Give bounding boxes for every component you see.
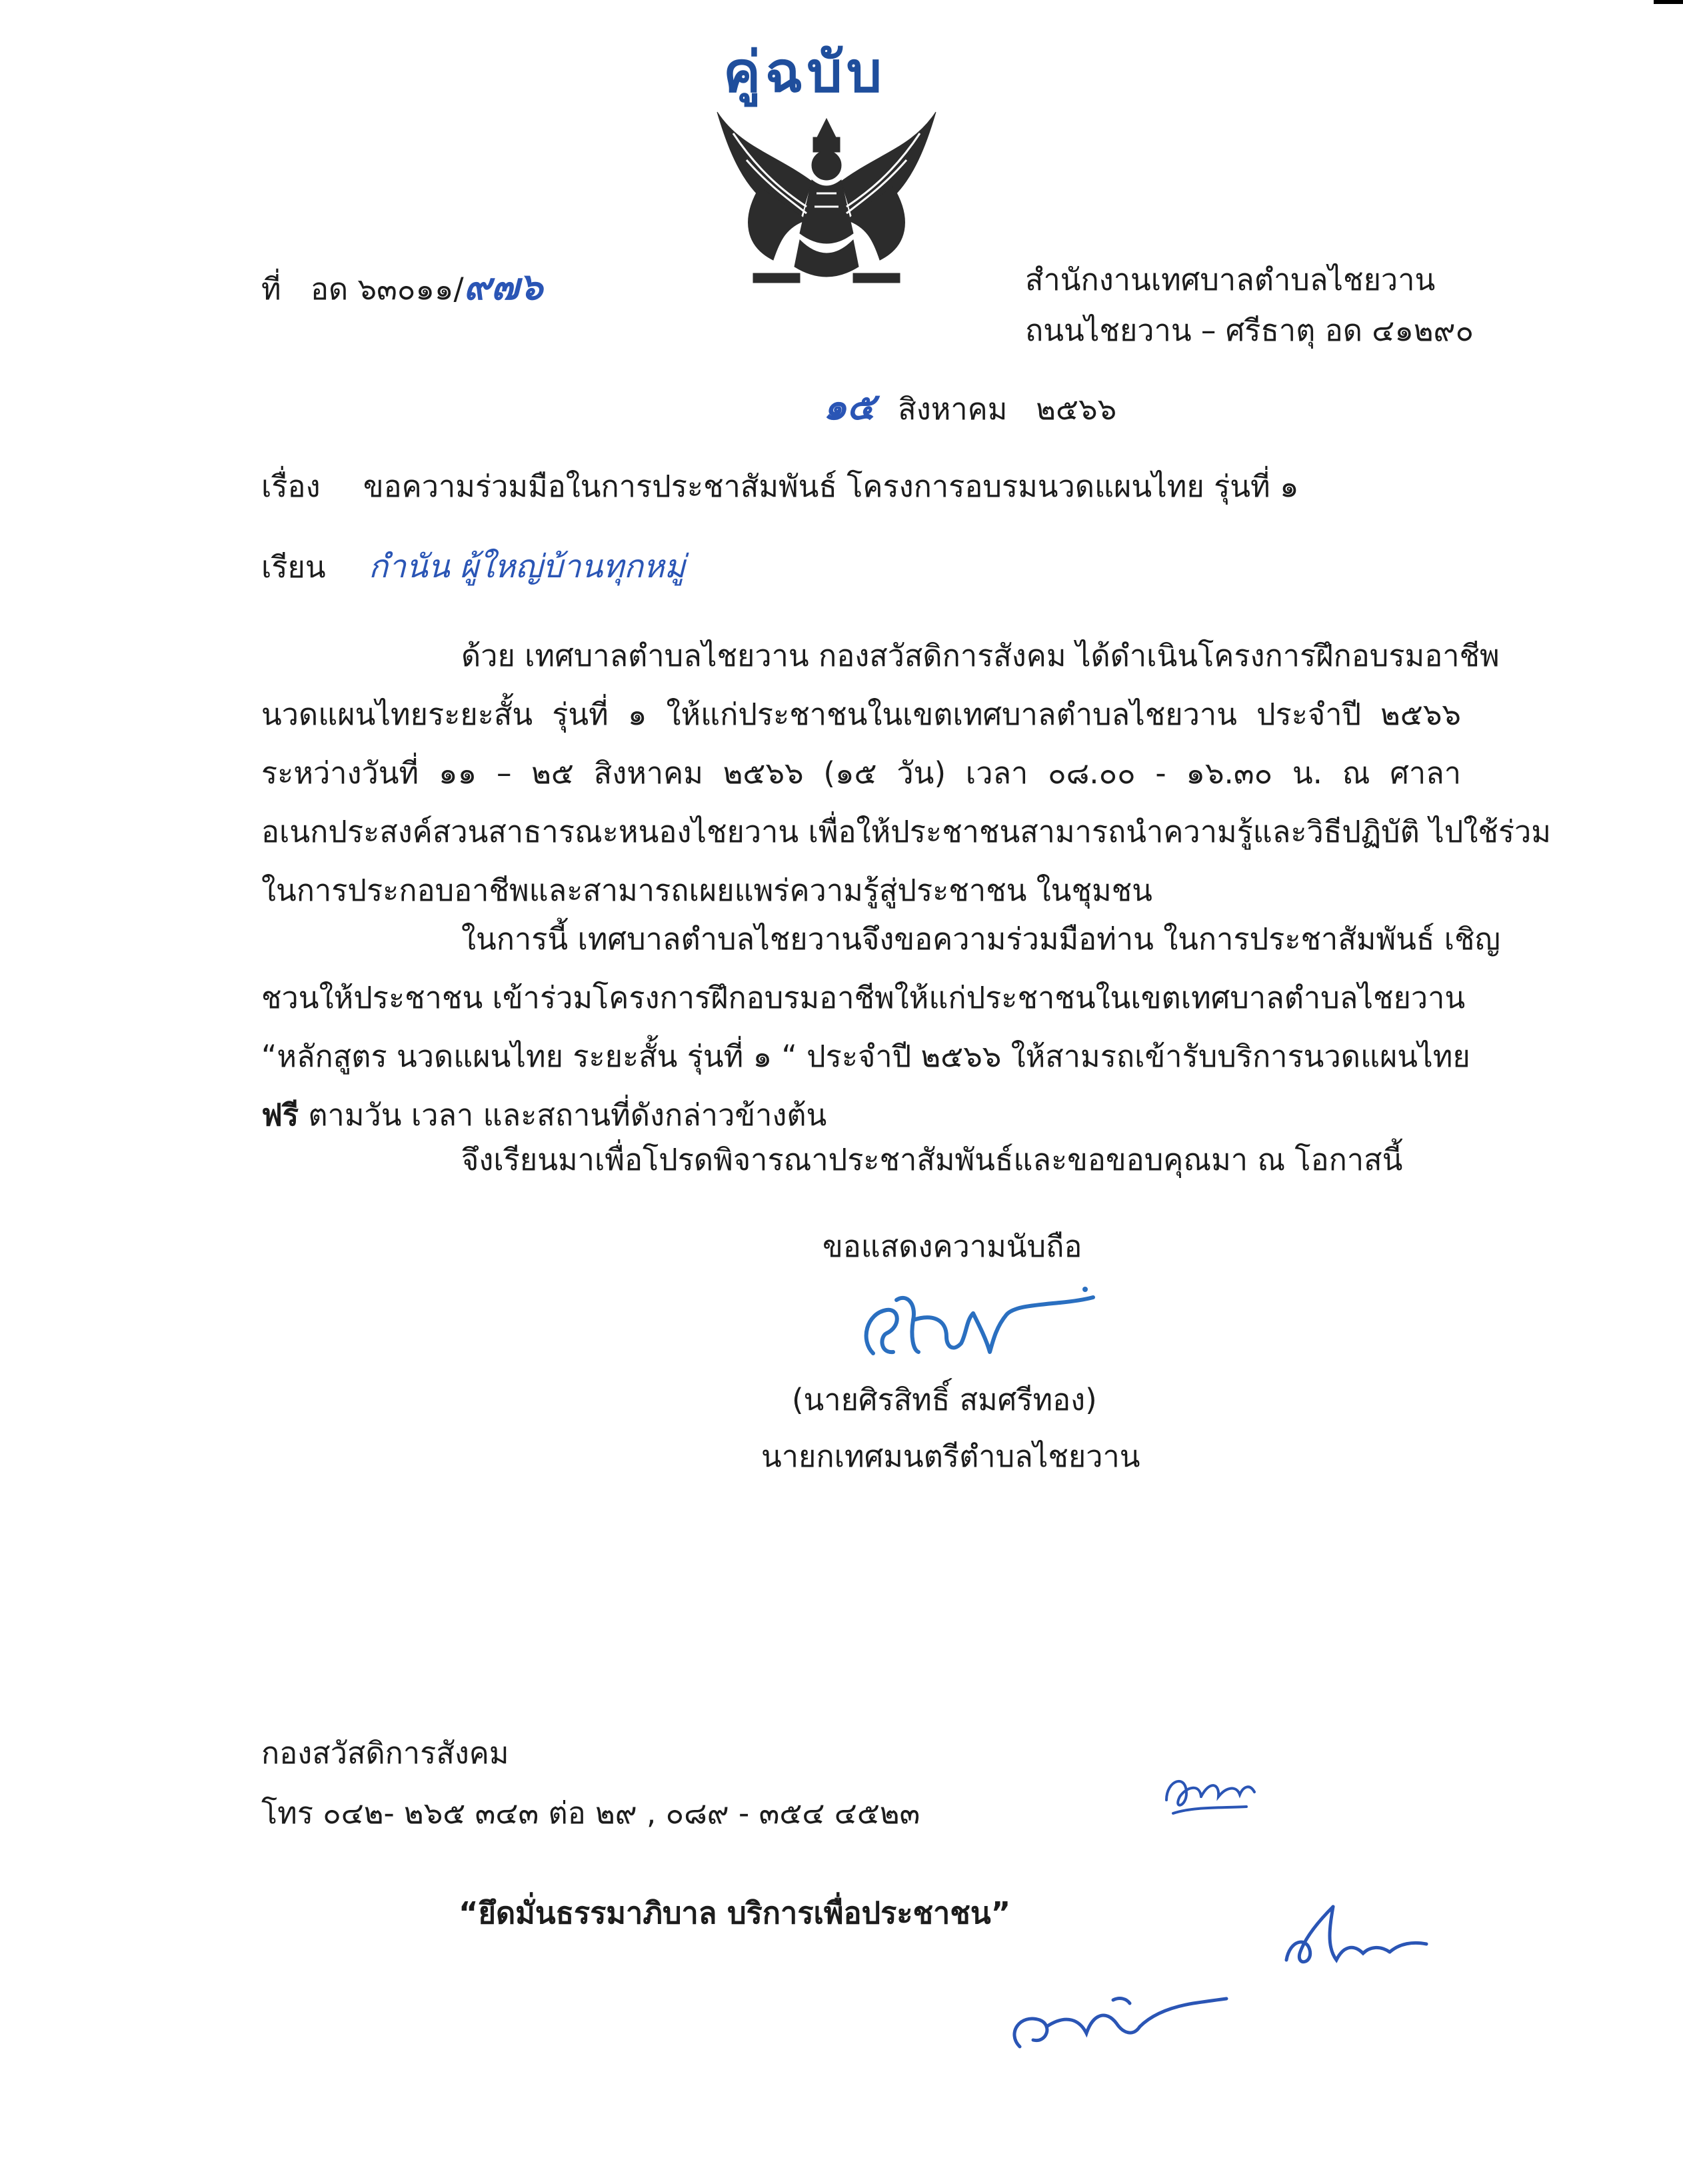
paragraph-line: ด้วย เทศบาลตำบลไชยวาน กองสวัสดิการสังคม ได้ดำเนินโครงการฝึกอบรมอาชีพ [461, 638, 1500, 673]
subject-text: ขอความร่วมมือในการประชาสัมพันธ์ โครงการอบรมนวดแผนไทย รุ่นที่ ๑ [363, 469, 1299, 504]
initials-signature [1160, 1760, 1260, 1820]
reference-label: ที่ [261, 271, 281, 307]
recipient-label: เรียน [261, 549, 326, 585]
paragraph-line-rest: ตามวัน เวลา และสถานที่ดังกล่าวข้างต้น [299, 1097, 827, 1133]
footer-phone: โทร ๐๔๒- ๒๖๕ ๓๔๓ ต่อ ๒๙ , ๐๘๙ - ๓๕๔ ๔๕๒๓ [261, 1795, 920, 1831]
signatory-name: (นายศิรสิทธิ์ สมศรีทอง) [792, 1382, 1097, 1417]
date-day-handwritten: ๑๕ [823, 385, 875, 429]
footer-department: กองสวัสดิการสังคม [261, 1735, 509, 1771]
paragraph-line: อเนกประสงค์สวนสาธารณะหนองไชยวาน เพื่อให้ประชาชนสามารถนำความรู้และวิธีปฏิบัติ ไปใช้ร่วม [261, 814, 1551, 849]
paragraph-line: ในการนี้ เทศบาลตำบลไชยวานจึงขอความร่วมมือท่าน ในการประชาสัมพันธ์ เชิญ [461, 921, 1500, 957]
reference-number-handwritten: ๙๗๖ [463, 265, 543, 309]
signature-bottom-left [1006, 1973, 1233, 2060]
signature-bottom-right [1280, 1900, 1433, 1987]
copy-stamp: คู่ฉบับ [723, 39, 886, 105]
body-paragraph-2 [261, 910, 1500, 1145]
subject-line [261, 467, 1299, 507]
date-month-year: สิงหาคม ๒๕๖๖ [898, 391, 1117, 427]
paragraph-line: นวดแผนไทยระยะสั้น รุ่นที่ ๑ ให้แก่ประชาชนในเขตเทศบาลตำบลไชยวาน ประจำปี ๒๕๖๖ [261, 697, 1461, 732]
scan-edge-mark [1654, 0, 1683, 4]
footer-motto: “ยึดมั่นธรรมาภิบาล บริการเพื่อประชาชน” [459, 1895, 1011, 1931]
paragraph-line: ในการประกอบอาชีพและสามารถเผยแพร่ความรู้สู่ประชาชน ในชุมชน [261, 873, 1152, 908]
free-emphasis: ฟรี [261, 1097, 299, 1133]
paragraph-line: ชวนให้ประชาชน เข้าร่วมโครงการฝึกอบรมอาชีพให้แก่ประชาชนในเขตเทศบาลตำบลไชยวาน [261, 980, 1466, 1015]
paragraph-line-last [261, 1086, 1461, 1145]
date-line [823, 387, 1116, 429]
closing-request: จึงเรียนมาเพื่อโปรดพิจารณาประชาสัมพันธ์และขอขอบคุณมา ณ โอกาสนี้ [461, 1142, 1403, 1177]
signatory-position: นายกเทศมนตรีตำบลไชยวาน [761, 1439, 1140, 1474]
reference-line [261, 267, 543, 309]
sender-address: ถนนไชยวาน – ศรีธาตุ อด ๔๑๒๙๐ [1025, 313, 1474, 348]
paragraph-line: “หลักสูตร นวดแผนไทย ระยะสั้น รุ่นที่ ๑ “ ประจำปี ๒๕๖๖ ให้สามรถเข้ารับบริการนวดแผนไทย [261, 1039, 1470, 1074]
subject-label: เรื่อง [261, 469, 321, 504]
recipient-line [261, 547, 685, 587]
signature-mayor [846, 1273, 1100, 1373]
body-paragraph-1 [261, 627, 1551, 920]
salutation: ขอแสดงความนับถือ [823, 1229, 1082, 1264]
recipient-handwritten: กำนัน ผู้ใหญ่บ้านทุกหมู่ [369, 548, 686, 585]
reference-code: อด ๖๓๐๑๑/ [310, 271, 464, 307]
garuda-emblem-icon [713, 107, 940, 300]
sender-office: สำนักงานเทศบาลตำบลไชยวาน [1025, 262, 1436, 297]
paragraph-line: ระหว่างวันที่ ๑๑ – ๒๕ สิงหาคม ๒๕๖๖ (๑๕ วัน) เวลา ๐๘.๐๐ - ๑๖.๓๐ น. ณ ศาลา [261, 755, 1461, 791]
